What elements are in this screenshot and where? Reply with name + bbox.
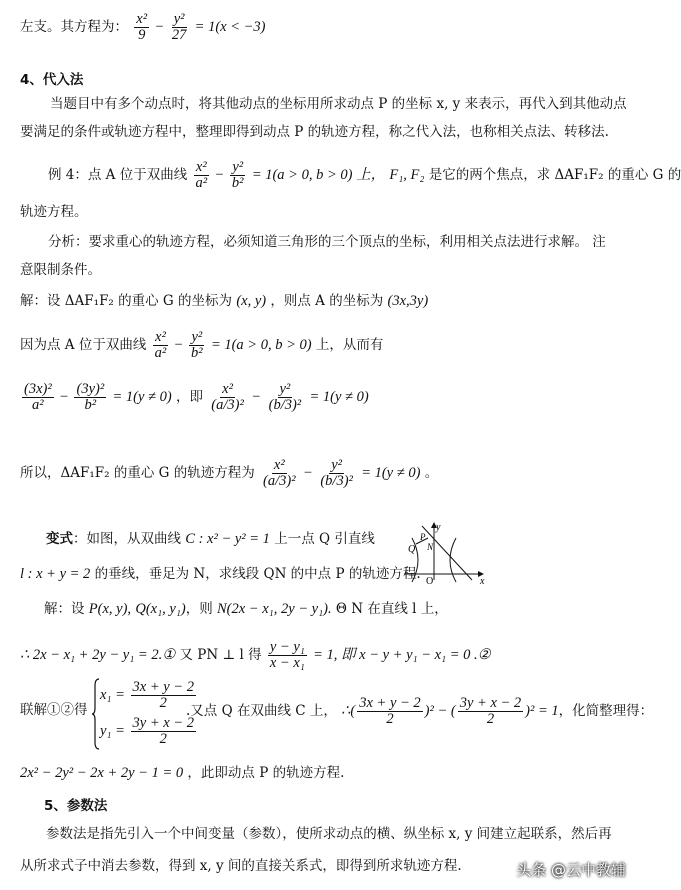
- frac-den: 9: [138, 27, 146, 44]
- variant-line2: [20, 565, 421, 583]
- text: ，化简整理得：: [558, 703, 654, 720]
- frac-num: y²: [232, 159, 244, 175]
- n-label: N: [427, 542, 434, 552]
- solution-line: [20, 292, 428, 310]
- paragraph-line: 要满足的条件或轨迹方程中，整理即得到动点 P 的轨迹方程，称之代入法，也称相关点法、转移法.: [20, 124, 609, 140]
- math: (x, y): [236, 293, 267, 309]
- text: 的垂线，垂足为 N，求线段 QN 的中点 P 的轨迹方程.: [94, 566, 421, 582]
- text: 因为点 A 位于双曲线: [20, 337, 147, 354]
- watermark: 头条 @云中教辅: [516, 861, 626, 879]
- frac-den: 27: [171, 27, 187, 44]
- frac-num: (3x)²: [24, 381, 52, 397]
- frac-den: a²: [32, 397, 44, 414]
- frac-den: b²: [231, 175, 244, 192]
- solution-line: 因为点 A 位于双曲线 $\frac{\text{x²}}{\text{a²}}$ − $\frac{\text{y²}}{\text{b²}}$ = 1(a > 0, b > 0) 上，从而有: [20, 329, 384, 362]
- frac-den: (a/3)²: [263, 473, 296, 490]
- text: ，此即动点 P 的轨迹方程.: [187, 765, 345, 781]
- equation: l : x + y = 2: [20, 566, 91, 582]
- frac-den: b²: [191, 345, 203, 362]
- analysis-line: 意限制条件。: [20, 262, 101, 278]
- frac-num: 3x + y − 2: [359, 695, 421, 711]
- text: .又点 Q 在双曲线 C 上，: [186, 703, 337, 720]
- math: Q(x₁, y₁): [135, 601, 186, 617]
- y-label: y: [436, 522, 441, 533]
- frac-den: 2: [159, 695, 167, 712]
- frac-den: 2: [159, 731, 167, 748]
- q-label: Q: [408, 544, 416, 555]
- heading-substitution-method: 4、代入法: [20, 72, 84, 88]
- frac-num: 3y + x − 2: [459, 695, 522, 711]
- frac-den: b²: [84, 397, 97, 414]
- final-equation-line: [20, 764, 344, 782]
- text: 左支。其方程为：: [20, 19, 128, 36]
- text: Θ N 在直线 l 上，: [335, 601, 448, 617]
- origin-label: O: [426, 576, 434, 587]
- frac-den: 2: [486, 711, 495, 728]
- math: P(x, y),: [88, 601, 132, 617]
- math: x₁ =: [100, 687, 125, 704]
- heading-parameter-method: 5、参数法: [44, 798, 108, 814]
- text: ：如图，从双曲线: [73, 531, 181, 547]
- text: 上一点 Q 引直线: [274, 531, 375, 547]
- equation: = 1(y ≠ 0): [309, 389, 369, 406]
- frac-den: a²: [195, 175, 208, 192]
- frac-den: a²: [154, 345, 167, 362]
- x-label: x: [480, 576, 485, 587]
- text: 上，从而有: [315, 337, 384, 354]
- math: ∴(: [341, 703, 356, 720]
- text: 解：设 ΔAF₁F₂ 的重心 G 的坐标为: [20, 293, 233, 309]
- variant-solution-line: [44, 600, 448, 618]
- equation: = 1(a > 0, b > 0) 上，: [251, 167, 386, 184]
- text: 例 4：点 A 位于双曲线: [48, 167, 188, 184]
- frac-num: (3y)²: [76, 381, 105, 397]
- system-row-x1: [100, 680, 198, 711]
- paragraph-line: 当题目中有多个动点时，将其他动点的坐标用所求动点 P 的坐标 x, y 来表示，再代入到其他动点: [50, 96, 627, 112]
- system-brace: [92, 678, 100, 750]
- variant-label: 变式: [46, 531, 73, 547]
- frac-den: (a/3)²: [211, 397, 244, 414]
- text: ，则点 A 的坐标为: [270, 293, 384, 309]
- equation-tail: = 1(x < −3): [194, 19, 266, 36]
- frac-den: 2: [386, 711, 394, 728]
- line-hyperbola-branch: 左支。其方程为： $\frac{\text{x²}}{9}$ − $\frac{\text{y²}}{27}$ = 1(x < −3): [20, 11, 266, 44]
- text: ，则: [185, 601, 213, 617]
- frac-num: y²: [191, 329, 203, 345]
- frac-num: 3y + x − 2: [132, 715, 194, 731]
- frac-num: y²: [279, 381, 291, 397]
- text: 解：设: [44, 601, 85, 617]
- equation: = 1(a > 0, b > 0): [210, 337, 312, 354]
- equation: = 1(y ≠ 0): [112, 389, 172, 406]
- p-label: P: [420, 532, 426, 542]
- line-l: [422, 526, 472, 580]
- example-4: 例 4：点 A 位于双曲线 $\frac{\text{x²}}{\text{a²}}$ − $\frac{\text{y²}}{\text{b²}}$ = 1(a > 0, b > 0) 上， F₁, F₂ 是它的两个焦点，求 ΔAF₁F₂ 的重心 G 的: [48, 159, 681, 192]
- frac-num: x²: [222, 381, 233, 397]
- frac-num: x²: [273, 457, 285, 473]
- paragraph-line: 参数法是指先引入一个中间变量（参数），使所求动点的横、纵坐标 x, y 间建立起联系，然后再: [46, 826, 612, 842]
- system-row-y1: [100, 716, 198, 747]
- text: 是它的两个焦点，求 ΔAF₁F₂ 的重心 G 的: [428, 167, 681, 184]
- equation: C : x² − y² = 1: [185, 531, 270, 547]
- example-4-line2: 轨迹方程。: [20, 204, 88, 220]
- equation: = 1(y ≠ 0): [361, 465, 421, 482]
- math: (3x,3y): [387, 293, 429, 309]
- frac-num: 3x + y − 2: [132, 679, 194, 695]
- text: 。: [424, 465, 439, 482]
- joint-solution-continuation: [186, 696, 653, 727]
- equation: 2x² − 2y² − 2x + 2y − 1 = 0: [20, 765, 184, 781]
- foci: F₁, F₂: [389, 167, 425, 184]
- frac-num: y²: [173, 11, 185, 27]
- frac-den: (b/3)²: [268, 397, 302, 414]
- math: )² − (: [424, 703, 456, 720]
- math: N(2x − x₁, 2y − y₁).: [217, 601, 332, 617]
- frac-den: x − x₁: [269, 655, 305, 672]
- frac-num: y − y₁: [269, 639, 305, 655]
- paragraph-line: 从所求式子中消去参数，得到 x, y 间的直接关系式，即得到所求轨迹方程.: [20, 858, 462, 874]
- variant-solution-line2: [20, 640, 491, 671]
- math: y₁ =: [100, 723, 125, 740]
- hyperbola-figure: [400, 520, 488, 586]
- solution-result-line: 所以，ΔAF₁F₂ 的重心 G 的轨迹方程为 $\frac{\text{x²}}{\text{(a/3)²}}$ − $\frac{\text{y²}}{\text{(b/3)²}}$ = 1(y ≠ 0) 。: [20, 457, 439, 490]
- variant-line: [46, 530, 375, 548]
- frac-den: (b/3)²: [320, 473, 353, 490]
- joint-solution-label: 联解①②得: [20, 702, 88, 718]
- math: )² = 1: [525, 703, 559, 720]
- frac-num: y²: [331, 457, 343, 473]
- solution-equation-line: $\frac{\text{(3x)²}}{\text{a²}}$ − $\frac{\text{(3y)²}}{\text{b²}}$ = 1(y ≠ 0) ，即 $\frac{\text{x²}}{\text{(a/3)²}}$ − $\frac{\text{y²}}{\text{(b/3)²}}$ = 1(y ≠ 0): [24, 381, 369, 414]
- text: ，即: [176, 389, 203, 406]
- equation: ∴ 2x − x₁ + 2y − y₁ = 2.①: [20, 647, 176, 664]
- frac-num: x²: [155, 329, 166, 345]
- analysis-line: 分析：要求重心的轨迹方程，必须知道三角形的三个顶点的坐标，利用相关点法进行求解。 注: [48, 234, 606, 250]
- frac-num: x²: [136, 11, 148, 27]
- equation: = 1, 即 x − y + y₁ − x₁ = 0 .②: [313, 647, 491, 664]
- frac-num: x²: [195, 159, 207, 175]
- text: 所以，ΔAF₁F₂ 的重心 G 的轨迹方程为: [20, 465, 255, 482]
- text: 又 PN ⊥ l 得: [179, 647, 262, 664]
